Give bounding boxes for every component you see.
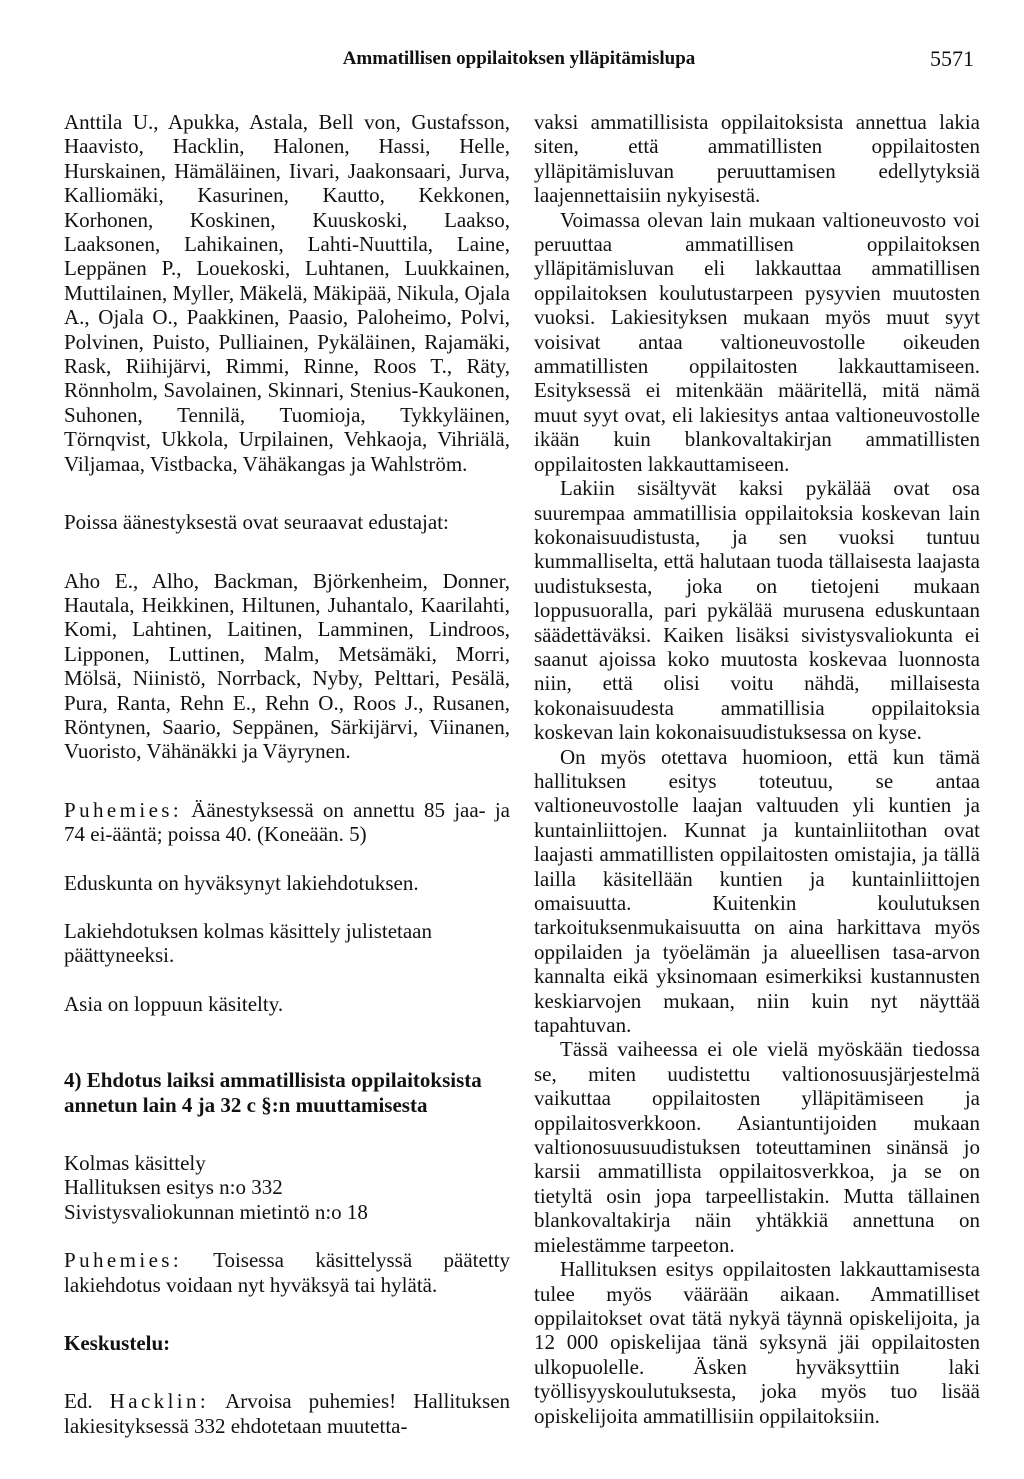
government-proposal: Hallituksen esitys n:o 332 (64, 1175, 283, 1200)
approval-statement: Eduskunta on hyväksynyt lakiehdotuksen. (64, 870, 419, 895)
vote-yes-list-continued: Anttila U., Apukka, Astala, Bell von, Gustafsson, Haavisto, Hacklin, Halonen, Hassi, Helle, Hurskainen, Hämäläinen, Iivari, Jaakonsaari, Jurva, Kalliomäki, Kasurinen, Kautto, Kekkonen, Korhonen, Koskinen, Kuuskoski, Laakso, Laaksonen, Lahikainen, Lahti-Nuuttila, Laine, Leppänen P., Louekoski, Luhtanen, Luukkainen, Muttilainen, Myller, Mäkelä, Mäkipää, Nikula, Ojala A., Ojala O., Paakkinen, Paasio, Paloheimo, Polvi, Polvinen, Puisto, Pulliainen, Pykäläinen, Rajamäki, Rask, Riihijärvi, Rimmi, Rinne, Roos T., Räty, Rönnholm, Savolainen, Skinnari, Stenius-Kaukonen, Suhonen, Tennilä, Tuomioja, Tykkyläinen, Törnqvist, Ukkola, Urpilainen, Vehkaoja, Vihriälä, Viljamaa, Vistbacka, Vähäkangas ja Wahlström. (64, 110, 510, 476)
absent-intro: Poissa äänestyksestä ovat seuraavat edustajat: (64, 510, 449, 535)
speech-paragraph-3: Lakiin sisältyvät kaksi pykälää ovat osa suurempaa ammatillisia oppilaitoksia koskevan lain kokonaisuudistusta, ja sen vuoksi tuntuu kummalliselta, että halutaan tuoda tällaisesta laajasta uudistuksesta, joka on tietojeni mukaan loppusuoralla, pari pykälää murusena eduskuntaan säädettäväksi. Kaiken lisäksi sivistysvaliokunta ei saanut ajoissa koko muutosta koskevaa luonnosta niin, että olisi voitu nähdä, millaisesta kokonaisuudesta ammatillisia oppilaitoksia koskevan lain kokonaisuudistuksessa on kyse. (534, 476, 980, 745)
absent-list: Aho E., Alho, Backman, Björkenheim, Donner, Hautala, Heikkinen, Hiltunen, Juhantalo, Kaarilahti, Komi, Lahtinen, Laitinen, Lamminen, Lindroos, Lipponen, Luttinen, Malm, Metsämäki, Morri, Mölsä, Niinistö, Norrback, Nyby, Pelttari, Pesälä, Pura, Ranta, Rehn E., Rehn O., Roos J., Rusanen, Röntynen, Saario, Seppänen, Särkijärvi, Viinanen, Vuoristo, Vähänäkki ja Väyrynen. (64, 568, 510, 764)
mp-name: Hacklin: (109, 1389, 210, 1414)
reading-closed-statement: Lakiehdotuksen kolmas käsittely julistetaan päättyneeksi. (64, 918, 433, 968)
running-title: Ammatillisen oppilaitoksen ylläpitämislupa (342, 48, 696, 69)
left-column (64, 110, 510, 1438)
discussion-heading: Keskustelu: (64, 1331, 171, 1356)
reading-label: Kolmas käsittely (64, 1151, 206, 1175)
speech-paragraph-6: Hallituksen esitys oppilaitosten lakkauttamisesta tulee myös väärään aikaan. Ammatilliset oppilaitokset ovat tätä nykyä täynnä opiskelijoita, ja 12 000 opiskelijaa tänä syksynä jäi oppilaitosten ulkopuolelle. Äsken hyväksyttiin laki työllisyyskoulutuksesta, joka myös tuo lisää opiskelijoita ammatillisiin oppilaitoksiin. (534, 1257, 980, 1428)
page-number: 5571 (930, 46, 974, 71)
right-column (534, 110, 980, 1428)
speaker-statement-1 (64, 798, 510, 847)
speech-paragraph-2: Voimassa olevan lain mukaan valtioneuvosto voi peruuttaa ammatillisen oppilaitoksen ylläpitämisluvan eli lakkauttaa ammatillisen oppilaitoksen koulutustarpeen pysyvien muutosten vuoksi. Lakiesityksen mukaan myös muut syyt voisivat antaa valtioneuvostolle oikeuden ammatillisten oppilaitosten lakkauttamiseen. Esityksessä ei mitenkään määritellä, mitä nämä muut syyt ovat, eli lakiesitys antaa valtioneuvostolle ikään kuin blankovaltakirjan ammatillisten oppilaitosten lakkauttamiseen. (534, 207, 980, 476)
mp-speech-text: Arvoisa puhemies! Hallituksen lakiesityksessä 332 ehdotetaan muutetta- (64, 1389, 511, 1438)
speaker-statement-2 (64, 1248, 510, 1297)
speaker-text: Äänestyksessä on annettu 85 jaa- ja 74 ei-ääntä; poissa 40. (Koneään. 5) (64, 797, 510, 847)
speaker-label: Puhemies: (64, 1248, 183, 1273)
committee-report: Sivistysvaliokunnan mietintö n:o 18 (64, 1199, 368, 1224)
mp-speech-start (64, 1389, 510, 1438)
mp-prefix: Ed. (64, 1389, 93, 1414)
speech-paragraph-5: Tässä vaiheessa ei ole vielä myöskään tiedossa se, miten uudistettu valtionosuusjärjestelmä vaikuttaa oppilaitosten ylläpitämiseen ja oppilaitosverkkoon. Asiantuntijoiden mukaan valtionosuusuudistuksen toteuttaminen sinänsä jo karsii ammatillista oppilaitosverkkoa, ja se on tietyltä osin jopa tarpeellistakin. Mutta tällainen blankovaltakirja näin yhtäkkiä annettuna on mielestämme tarpeeton. (534, 1037, 980, 1257)
page-header (64, 48, 974, 78)
matter-closed-statement: Asia on loppuun käsitelty. (64, 991, 284, 1016)
agenda-item-heading: 4) Ehdotus laiksi ammatillisista oppilaitoksista annetun lain 4 ja 32 c §:n muuttamisesta (64, 1068, 482, 1117)
speaker-label: Puhemies: (64, 797, 183, 822)
speech-paragraph-4: On myös otettava huomioon, että kun tämä hallituksen esitys toteutuu, se antaa valtioneuvostolle laajan valtuuden yli kuntien ja kuntainliittojen. Kunnat ja kuntainliitothan ovat laajasti ammatillisten oppilaitosten omistajia, ja tällä lailla käsitellään kuntien ja kuntainliittojen omaisuutta. Kuitenkin koulutuksen tarkoituksenmukaisuutta on aina harkittava myös oppilaiden ja työelämän ja alueellisen tasa-arvon kannalta eikä yksinomaan esimerkiksi kustannusten keskiarvojen mukaan, niin kuin nyt näyttää tapahtuvan. (534, 744, 980, 1038)
speaker-text: Toisessa käsittelyssä päätetty lakiehdotus voidaan nyt hyväksyä tai hylätä. (64, 1248, 510, 1297)
speech-paragraph-1: vaksi ammatillisista oppilaitoksista annettua lakia siten, että ammatillisten oppilaitosten ylläpitämisluvan peruuttamisen edellytyksiä laajennettaisiin nykyisestä. (534, 110, 980, 208)
